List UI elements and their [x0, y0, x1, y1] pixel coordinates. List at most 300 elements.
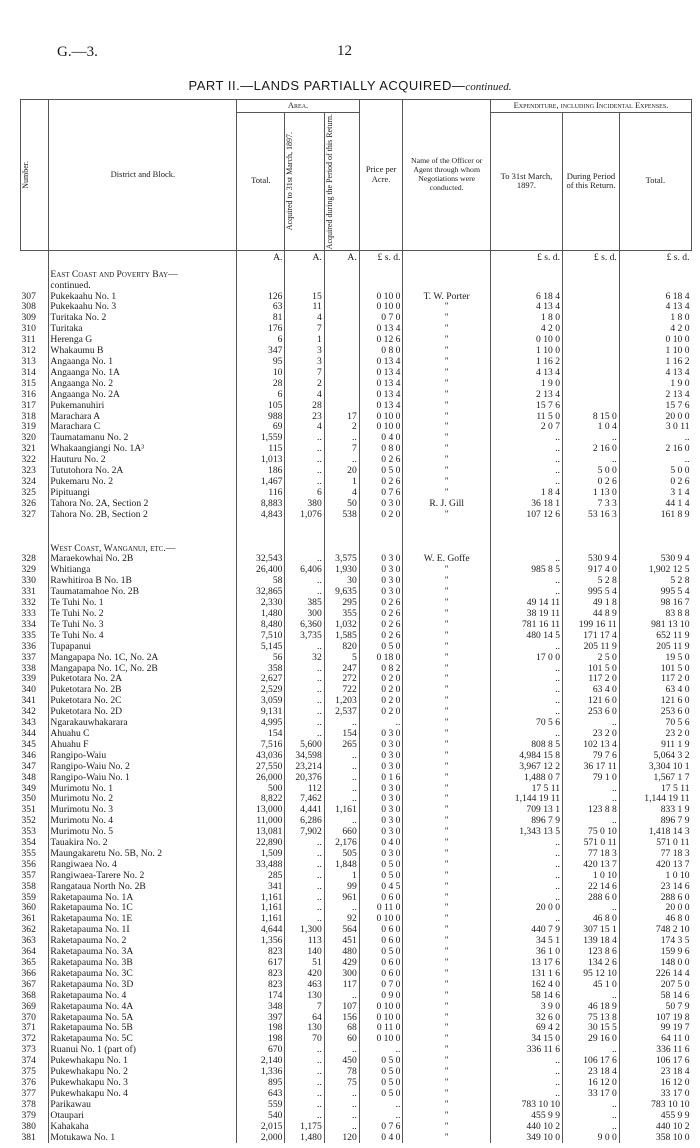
cell: 34,598 — [285, 751, 324, 762]
cell: 106 17 6 — [563, 1056, 620, 1067]
cell: 176 — [237, 324, 285, 335]
cell: 4,995 — [237, 718, 285, 729]
cell: " — [403, 576, 490, 587]
cell: 339 — [21, 674, 36, 685]
cell: 321 — [21, 444, 36, 455]
cell: " — [403, 598, 490, 609]
cell: A. — [324, 250, 359, 266]
cell: 0 3 0 — [359, 784, 403, 795]
cell: 1 0 10 — [563, 871, 620, 882]
cell: 823 — [237, 969, 285, 980]
cell: " — [403, 401, 490, 412]
cell: 1,161 — [237, 914, 285, 925]
cell: 2 — [285, 379, 324, 390]
cell: 323 — [21, 466, 36, 477]
cell: Pukewhakapu No. 1 — [49, 1056, 237, 1067]
table-row — [21, 335, 692, 346]
cell: 325 — [21, 487, 36, 498]
cell: 2 16 0 — [619, 444, 691, 455]
cell: 4 13 4 — [490, 368, 562, 379]
cell: 8 15 0 — [563, 412, 620, 423]
cell: 0 13 4 — [359, 357, 403, 368]
cell: 75 13 8 — [563, 1013, 620, 1024]
cell: 1 16 2 — [619, 357, 691, 368]
cell: " — [403, 346, 490, 357]
cell: " — [403, 947, 490, 958]
cell: 300 — [324, 969, 359, 980]
cell: 3 — [285, 357, 324, 368]
cell: 379 — [21, 1110, 36, 1121]
cell: Raketapauma No. 5C — [49, 1034, 237, 1045]
cell: 455 9 9 — [490, 1111, 562, 1122]
cell: 366 — [21, 968, 36, 979]
table-row — [21, 762, 692, 773]
cell: .. — [324, 718, 359, 729]
cell: .. — [563, 784, 620, 795]
cell: 83 8 8 — [619, 609, 691, 620]
cell: 36 18 1 — [490, 499, 562, 510]
table-row — [21, 685, 692, 696]
cell: 0 2 6 — [359, 631, 403, 642]
cell: 538 — [324, 510, 359, 521]
cell: 1,488 0 7 — [490, 773, 562, 784]
cell: 571 0 11 — [563, 838, 620, 849]
cell: 9,635 — [324, 587, 359, 598]
cell: 315 — [21, 378, 36, 389]
cell: 0 2 0 — [359, 685, 403, 696]
cell: 1,161 — [237, 893, 285, 904]
cell: 0 6 0 — [359, 925, 403, 936]
table-row — [21, 664, 692, 675]
cell: 11 5 0 — [490, 412, 562, 423]
table-row — [21, 642, 692, 653]
cell: " — [403, 718, 490, 729]
cell: 895 — [237, 1078, 285, 1089]
cell: .. — [359, 1045, 403, 1056]
cell: 99 19 7 — [619, 1023, 691, 1034]
cell: 115 — [237, 444, 285, 455]
cell — [490, 521, 562, 541]
cell: 7 — [285, 1002, 324, 1013]
cell: 307 15 1 — [563, 925, 620, 936]
cell: 17 5 11 — [490, 784, 562, 795]
cell: 1,343 13 5 — [490, 827, 562, 838]
cell: 60 — [324, 1034, 359, 1045]
cell: Murimotu No. 3 — [49, 805, 237, 816]
cell: 46 8 0 — [619, 914, 691, 925]
cell: 33 17 0 — [563, 1089, 620, 1100]
table-row — [21, 346, 692, 357]
table-row — [21, 729, 692, 740]
cell: T. W. Porter — [403, 292, 490, 303]
cell: 0 7 0 — [359, 980, 403, 991]
table-row — [21, 674, 692, 685]
cell: 1,144 19 11 — [619, 794, 691, 805]
cell: " — [403, 609, 490, 620]
cell — [563, 335, 620, 346]
cell: .. — [285, 576, 324, 587]
cell: 4,984 15 8 — [490, 751, 562, 762]
cell: Rangipo-Waiu — [49, 751, 237, 762]
cell: 0 2 6 — [359, 620, 403, 631]
cell: 0 7 6 — [359, 1122, 403, 1133]
table-row — [21, 773, 692, 784]
cell: Puketotara No. 2A — [49, 674, 237, 685]
cell — [619, 281, 691, 292]
cell: 26,000 — [237, 773, 285, 784]
table-row — [21, 991, 692, 1002]
cell: 0 5 0 — [359, 466, 403, 477]
cell: " — [403, 827, 490, 838]
cell: Otaupari — [49, 1111, 237, 1122]
col-area-total: Total. — [237, 112, 285, 250]
cell: 1 8 0 — [490, 313, 562, 324]
cell: 295 — [324, 598, 359, 609]
cell: 288 6 0 — [619, 893, 691, 904]
cell: 374 — [21, 1056, 36, 1067]
page-number: 12 — [337, 43, 352, 59]
table-row — [21, 576, 692, 587]
cell: 359 — [21, 892, 36, 903]
cell: 28 — [237, 379, 285, 390]
cell: " — [403, 893, 490, 904]
cell: 0 5 0 — [359, 947, 403, 958]
cell: 0 6 0 — [359, 958, 403, 969]
cell: " — [403, 324, 490, 335]
cell: 23 2 0 — [563, 729, 620, 740]
cell: 2 13 4 — [490, 390, 562, 401]
cell: " — [403, 762, 490, 773]
cell: 5 — [324, 653, 359, 664]
document-code: G.—3. — [57, 44, 98, 60]
cell: .. — [285, 433, 324, 444]
cell — [49, 250, 237, 266]
cell: 342 — [21, 707, 36, 718]
cell — [490, 267, 562, 281]
cell — [563, 302, 620, 313]
cell: 126 — [237, 292, 285, 303]
cell: 329 — [21, 565, 36, 576]
cell — [237, 521, 285, 541]
cell: 22 14 6 — [563, 882, 620, 893]
cell: 17 0 0 — [490, 653, 562, 664]
cell: 23 — [285, 412, 324, 423]
table-row — [21, 718, 692, 729]
cell: Kahakaha — [49, 1122, 237, 1133]
cell: 5,145 — [237, 642, 285, 653]
cell: 20 0 0 — [619, 412, 691, 423]
cell: .. — [324, 773, 359, 784]
cell: .. — [324, 1100, 359, 1111]
cell: 16 12 0 — [563, 1078, 620, 1089]
cell: 0 10 0 — [359, 1013, 403, 1024]
cell: 130 — [285, 1023, 324, 1034]
cell: 101 5 0 — [563, 664, 620, 675]
cell: 15 7 6 — [490, 401, 562, 412]
cell: 530 9 4 — [619, 554, 691, 565]
cell: 368 — [21, 990, 36, 1001]
table-row — [21, 433, 692, 444]
table-row — [21, 838, 692, 849]
table-row — [21, 1067, 692, 1078]
cell: £ s. d. — [619, 250, 691, 266]
cell: continued. — [49, 281, 237, 292]
cell: .. — [490, 914, 562, 925]
cell: Whakaumu B — [49, 346, 237, 357]
cell: 116 — [237, 488, 285, 499]
cell: 995 5 4 — [563, 587, 620, 598]
cell: 131 1 6 — [490, 969, 562, 980]
cell: 123 8 8 — [563, 805, 620, 816]
cell — [403, 541, 490, 555]
cell: .. — [563, 1111, 620, 1122]
cell: .. — [563, 1045, 620, 1056]
cell: 333 — [21, 609, 36, 619]
cell: 0 5 0 — [359, 1056, 403, 1067]
cell: Taumatamahoe No. 2B — [49, 587, 237, 598]
cell: 20,376 — [285, 773, 324, 784]
cell: 1 16 2 — [490, 357, 562, 368]
cell: 1 9 0 — [619, 379, 691, 390]
cell: 10 — [237, 368, 285, 379]
cell: .. — [563, 718, 620, 729]
cell: 0 5 0 — [359, 1089, 403, 1100]
cell: 2,015 — [237, 1122, 285, 1133]
cell — [324, 521, 359, 541]
col-exp-to31: To 31st March, 1897. — [490, 112, 562, 250]
cell: 380 — [285, 499, 324, 510]
cell: Raketapauma No. 4A — [49, 1002, 237, 1013]
cell: 0 7 0 — [359, 313, 403, 324]
cell: 30 — [324, 576, 359, 587]
cell: 1 9 0 — [490, 379, 562, 390]
cell: 312 — [21, 346, 36, 357]
table-row — [21, 969, 692, 980]
cell: 0 3 0 — [359, 740, 403, 751]
cell: 27,550 — [237, 762, 285, 773]
section-gap — [21, 521, 692, 541]
cell: 345 — [21, 739, 36, 750]
cell: 63 4 0 — [619, 685, 691, 696]
cell: 1 — [324, 871, 359, 882]
table-row — [21, 860, 692, 871]
cell: " — [403, 991, 490, 1002]
cell: .. — [490, 466, 562, 477]
cell — [237, 281, 285, 292]
cell: 336 11 6 — [619, 1045, 691, 1056]
cell — [490, 281, 562, 292]
cell: 53 16 3 — [563, 510, 620, 521]
cell: 70 5 6 — [490, 718, 562, 729]
cell: 988 — [237, 412, 285, 423]
cell: 0 10 0 — [359, 302, 403, 313]
cell: 205 11 9 — [563, 642, 620, 653]
cell: 0 4 0 — [359, 1133, 403, 1144]
col-officer: Name of the Officer or Agent through whom Negotiations were conducted. — [403, 100, 490, 251]
cell — [563, 541, 620, 555]
cell: 11,000 — [237, 816, 285, 827]
cell: 1,567 1 7 — [619, 773, 691, 784]
cell: .. — [490, 871, 562, 882]
cell: 911 1 9 — [619, 740, 691, 751]
cell: 0 3 0 — [359, 805, 403, 816]
cell: 98 16 7 — [619, 598, 691, 609]
cell: " — [403, 412, 490, 423]
cell: 1,336 — [237, 1067, 285, 1078]
cell: 0 13 4 — [359, 368, 403, 379]
cell — [324, 281, 359, 292]
cell: " — [403, 1002, 490, 1013]
cell — [324, 292, 359, 303]
cell: .. — [285, 914, 324, 925]
cell: 19 5 0 — [619, 653, 691, 664]
cell: 7,510 — [237, 631, 285, 642]
cell: 0 4 5 — [359, 882, 403, 893]
cell: Turitaka No. 2 — [49, 313, 237, 324]
cell: 265 — [324, 740, 359, 751]
cell: 34 15 0 — [490, 1034, 562, 1045]
cell: 352 — [21, 816, 36, 827]
cell: 309 — [21, 313, 36, 324]
cell: 78 — [324, 1067, 359, 1078]
cell: 68 — [324, 1023, 359, 1034]
cell: 336 11 6 — [490, 1045, 562, 1056]
table-row — [21, 587, 692, 598]
cell: 1,356 — [237, 936, 285, 947]
lands-table — [20, 99, 692, 1143]
cell: 336 — [21, 641, 36, 652]
cell: 820 — [324, 642, 359, 653]
cell — [563, 521, 620, 541]
cell: £ s. d. — [563, 250, 620, 266]
cell: 781 16 11 — [490, 620, 562, 631]
cell — [324, 541, 359, 555]
cell: West Coast, Wanganui, etc.— — [49, 541, 237, 555]
cell: 3,735 — [285, 631, 324, 642]
cell: " — [403, 1111, 490, 1122]
cell — [563, 401, 620, 412]
cell: 0 10 0 — [490, 335, 562, 346]
cell: 480 — [324, 947, 359, 958]
cell: 381 — [21, 1132, 36, 1143]
cell: 420 — [285, 969, 324, 980]
cell: 0 3 0 — [359, 827, 403, 838]
cell: 440 10 2 — [490, 1122, 562, 1133]
cell: 2 0 7 — [490, 422, 562, 433]
cell: 330 — [21, 576, 36, 587]
cell: .. — [285, 477, 324, 488]
cell: Mangapapa No. 1C, No. 2A — [49, 653, 237, 664]
cell: .. — [563, 991, 620, 1002]
cell: " — [403, 914, 490, 925]
cell: " — [403, 740, 490, 751]
cell: " — [403, 631, 490, 642]
cell: 107 — [324, 1002, 359, 1013]
cell: .. — [619, 433, 691, 444]
cell: 198 — [237, 1034, 285, 1045]
cell: 75 — [324, 1078, 359, 1089]
cell: .. — [490, 1089, 562, 1100]
cell: .. — [285, 707, 324, 718]
cell: 50 7 9 — [619, 1002, 691, 1013]
cell: 324 — [21, 476, 36, 487]
cell — [285, 267, 324, 281]
cell: .. — [285, 729, 324, 740]
cell: .. — [324, 455, 359, 466]
table-row — [21, 368, 692, 379]
cell: 58 14 6 — [619, 991, 691, 1002]
cell: " — [403, 565, 490, 576]
cell: .. — [563, 816, 620, 827]
cell: 1 8 0 — [619, 313, 691, 324]
cell: 3 1 4 — [619, 488, 691, 499]
cell: A. — [237, 250, 285, 266]
cell: 0 9 0 — [359, 991, 403, 1002]
cell: 4 13 4 — [619, 368, 691, 379]
cell: 117 2 0 — [563, 674, 620, 685]
cell: 4,441 — [285, 805, 324, 816]
cell: .. — [285, 587, 324, 598]
cell: Angaanga No. 2 — [49, 379, 237, 390]
cell: 5 0 0 — [563, 466, 620, 477]
cell: .. — [490, 444, 562, 455]
table-row — [21, 751, 692, 762]
cell: 344 — [21, 728, 36, 739]
cell — [403, 267, 490, 281]
table-row — [21, 1089, 692, 1100]
cell: .. — [490, 1056, 562, 1067]
cell: " — [403, 587, 490, 598]
cell: 0 3 0 — [359, 565, 403, 576]
cell: 0 7 6 — [359, 488, 403, 499]
cell: 2 — [324, 422, 359, 433]
table-row — [21, 510, 692, 521]
cell — [563, 357, 620, 368]
cell: 0 3 0 — [359, 729, 403, 740]
cell: 3 0 11 — [619, 422, 691, 433]
cell: 319 — [21, 422, 36, 433]
cell — [324, 379, 359, 390]
cell: " — [403, 925, 490, 936]
cell: 285 — [237, 871, 285, 882]
cell: Puketotara No. 2C — [49, 696, 237, 707]
cell — [563, 292, 620, 303]
cell: Te Tuhi No. 4 — [49, 631, 237, 642]
cell: 6,406 — [285, 565, 324, 576]
cell: 46 18 9 — [563, 1002, 620, 1013]
cell: .. — [285, 860, 324, 871]
cell — [21, 521, 49, 541]
cell: 0 2 0 — [359, 674, 403, 685]
cell: 0 3 0 — [359, 576, 403, 587]
cell: 0 5 0 — [359, 642, 403, 653]
cell: Angaanga No. 1A — [49, 368, 237, 379]
cell: 69 — [237, 422, 285, 433]
table-row — [21, 816, 692, 827]
cell: 4 — [285, 390, 324, 401]
cell: .. — [490, 664, 562, 675]
cell: 8,883 — [237, 499, 285, 510]
table-row — [21, 871, 692, 882]
cell: " — [403, 433, 490, 444]
table-row — [21, 401, 692, 412]
cell: 102 13 4 — [563, 740, 620, 751]
cell: " — [403, 379, 490, 390]
col-area: Area. — [237, 100, 359, 113]
cell: 0 13 4 — [359, 390, 403, 401]
cell: 44 8 9 — [563, 609, 620, 620]
cell: " — [403, 620, 490, 631]
